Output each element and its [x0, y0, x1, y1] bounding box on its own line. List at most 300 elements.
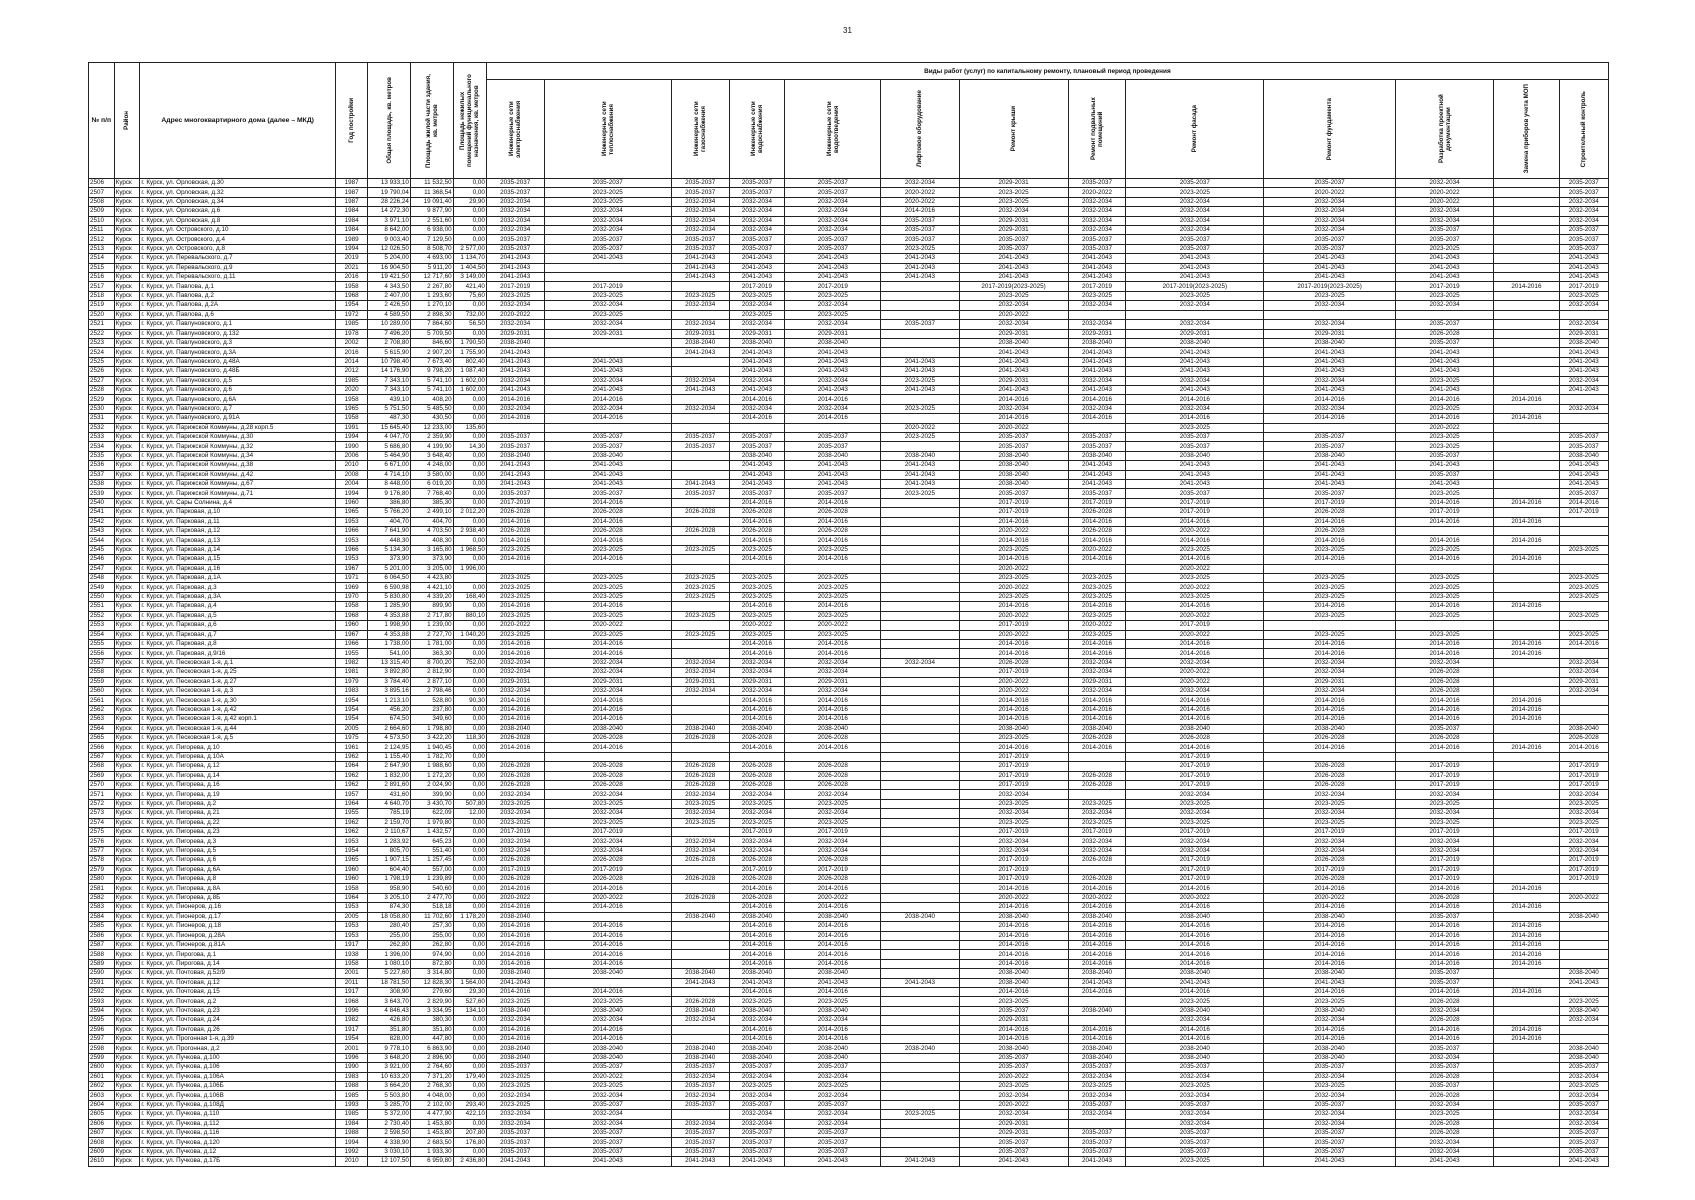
cell-heating-period: 2014-2016 — [544, 940, 671, 949]
cell-design-docs-period: 2023-2025 — [1395, 489, 1493, 498]
table-row — [89, 893, 1609, 902]
cell-facade-period: 2020-2022 — [1126, 564, 1264, 573]
cell-facade-period: 2041-2043 — [1126, 263, 1264, 272]
cell-heating-period: 2023-2025 — [544, 583, 671, 592]
cell-district: Курск — [114, 1091, 140, 1100]
cell-total-area: 5 204,00 — [368, 254, 411, 263]
cell-electric-period: 2041-2043 — [486, 367, 544, 376]
cell-electric-period: 2032-2034 — [486, 790, 544, 799]
header-work-type: Строительный контроль — [1559, 80, 1608, 179]
cell-nonresidential-area: 0,00 — [453, 226, 486, 235]
cell-heating-period: 2014-2016 — [544, 555, 671, 564]
cell-district: Курск — [114, 508, 140, 517]
cell-electric-period: 2032-2034 — [486, 809, 544, 818]
cell-row-number: 2515 — [89, 263, 115, 272]
cell-living-area: 2 102,00 — [410, 1100, 453, 1109]
cell-nonresidential-area: 135,60 — [453, 423, 486, 432]
table-row — [89, 244, 1609, 253]
cell-design-docs-period: 2026-2028 — [1395, 997, 1493, 1006]
cell-design-docs-period: 2035-2037 — [1395, 451, 1493, 460]
cell-address: г. Курск, ул. Орловская, д.6 — [140, 207, 336, 216]
cell-design-docs-period: 2023-2025 — [1395, 611, 1493, 620]
cell-sewerage-period: 2032-2034 — [785, 837, 881, 846]
cell-roof-period: 2038-2040 — [959, 338, 1068, 347]
cell-district: Курск — [114, 489, 140, 498]
cell-electric-period: 2014-2016 — [486, 950, 544, 959]
cell-row-number: 2538 — [89, 480, 115, 489]
cell-sewerage-period: 2041-2043 — [785, 480, 881, 489]
cell-district: Курск — [114, 1063, 140, 1072]
cell-foundation-period — [1264, 310, 1396, 319]
cell-water-supply-period: 2041-2043 — [729, 367, 785, 376]
cell-design-docs-period: 2026-2028 — [1395, 733, 1493, 742]
cell-district: Курск — [114, 630, 140, 639]
cell-sewerage-period: 2029-2031 — [785, 677, 881, 686]
cell-construction-control-period: 2032-2034 — [1559, 197, 1608, 206]
table-row — [89, 818, 1609, 827]
cell-elevator-period — [881, 846, 959, 855]
cell-total-area: 7 641,90 — [368, 527, 411, 536]
cell-address: г. Курск, ул. Орловская, д.34 — [140, 197, 336, 206]
cell-foundation-period: 2023-2025 — [1264, 545, 1396, 554]
cell-living-area: 4 248,00 — [410, 461, 453, 470]
cell-sewerage-period: 2014-2016 — [785, 498, 881, 507]
cell-heating-period: 2032-2034 — [544, 668, 671, 677]
cell-electric-period: 2032-2034 — [486, 1016, 544, 1025]
cell-heating-period: 2032-2034 — [544, 790, 671, 799]
table-row — [89, 263, 1609, 272]
cell-basement-period: 2032-2034 — [1068, 686, 1126, 695]
cell-construction-control-period: 2035-2037 — [1559, 442, 1608, 451]
cell-foundation-period: 2038-2040 — [1264, 338, 1396, 347]
cell-nonresidential-area: 0,00 — [453, 1082, 486, 1091]
cell-district: Курск — [114, 978, 140, 987]
cell-foundation-period: 2023-2025 — [1264, 291, 1396, 300]
cell-row-number: 2567 — [89, 752, 115, 761]
cell-construction-control-period: 2041-2043 — [1559, 367, 1608, 376]
cell-water-supply-period: 2014-2016 — [729, 639, 785, 648]
table-row — [89, 226, 1609, 235]
cell-district: Курск — [114, 903, 140, 912]
cell-design-docs-period: 2026-2028 — [1395, 668, 1493, 677]
cell-design-docs-period: 2023-2025 — [1395, 1110, 1493, 1119]
cell-gas-period: 2026-2028 — [671, 997, 729, 1006]
cell-construction-control-period: 2041-2043 — [1559, 357, 1608, 366]
cell-total-area: 541,00 — [368, 649, 411, 658]
cell-row-number: 2541 — [89, 508, 115, 517]
cell-address: г. Курск, ул. Парковая, д.10 — [140, 508, 336, 517]
cell-build-year: 1965 — [336, 508, 368, 517]
cell-roof-period: 2014-2016 — [959, 903, 1068, 912]
cell-gas-period: 2026-2028 — [671, 762, 729, 771]
cell-build-year: 2012 — [336, 367, 368, 376]
cell-gas-period — [671, 639, 729, 648]
cell-design-docs-period: 2020-2022 — [1395, 188, 1493, 197]
cell-nonresidential-area: 0,00 — [453, 188, 486, 197]
cell-district: Курск — [114, 743, 140, 752]
cell-elevator-period: 2038-2040 — [881, 1044, 959, 1053]
cell-total-area: 2 159,70 — [368, 818, 411, 827]
cell-construction-control-period — [1559, 987, 1608, 996]
cell-heating-period: 2032-2034 — [544, 226, 671, 235]
cell-design-docs-period: 2032-2034 — [1395, 658, 1493, 667]
cell-total-area: 5 227,60 — [368, 969, 411, 978]
cell-build-year: 1958 — [336, 602, 368, 611]
cell-meters-period — [1494, 1119, 1559, 1128]
table-row — [89, 1082, 1609, 1091]
cell-basement-period: 2032-2034 — [1068, 320, 1126, 329]
cell-heating-period: 2032-2034 — [544, 837, 671, 846]
cell-build-year: 1984 — [336, 226, 368, 235]
cell-basement-period: 2014-2016 — [1068, 1034, 1126, 1043]
cell-design-docs-period: 2032-2034 — [1395, 179, 1493, 188]
cell-meters-period — [1494, 1100, 1559, 1109]
cell-meters-period — [1494, 668, 1559, 677]
cell-heating-period: 2017-2019 — [544, 282, 671, 291]
cell-nonresidential-area: 0,00 — [453, 1034, 486, 1043]
cell-build-year: 1964 — [336, 762, 368, 771]
cell-district: Курск — [114, 179, 140, 188]
cell-facade-period: 2014-2016 — [1126, 414, 1264, 423]
cell-design-docs-period: 2026-2028 — [1395, 1119, 1493, 1128]
table-row — [89, 357, 1609, 366]
cell-water-supply-period: 2023-2025 — [729, 997, 785, 1006]
cell-total-area: 3 784,40 — [368, 677, 411, 686]
cell-foundation-period: 2035-2037 — [1264, 1147, 1396, 1156]
header-work-type: Ремонт фундамента — [1264, 80, 1396, 179]
cell-roof-period: 2032-2034 — [959, 301, 1068, 310]
cell-heating-period: 2023-2025 — [544, 1082, 671, 1091]
cell-build-year: 1985 — [336, 1091, 368, 1100]
cell-facade-period: 2032-2034 — [1126, 658, 1264, 667]
cell-foundation-period: 2035-2037 — [1264, 179, 1396, 188]
cell-roof-period: 2023-2025 — [959, 592, 1068, 601]
cell-living-area: 2 359,90 — [410, 432, 453, 441]
cell-district: Курск — [114, 1025, 140, 1034]
cell-living-area: 7 673,40 — [410, 357, 453, 366]
cell-construction-control-period: 2035-2037 — [1559, 1147, 1608, 1156]
cell-roof-period: 2023-2025 — [959, 545, 1068, 554]
cell-heating-period: 2020-2022 — [544, 621, 671, 630]
cell-elevator-period — [881, 414, 959, 423]
cell-heating-period: 2035-2037 — [544, 179, 671, 188]
cell-build-year: 1975 — [336, 733, 368, 742]
cell-total-area: 1 907,15 — [368, 856, 411, 865]
cell-basement-period: 2029-2031 — [1068, 677, 1126, 686]
table-row — [89, 1044, 1609, 1053]
cell-sewerage-period: 2035-2037 — [785, 1063, 881, 1072]
cell-construction-control-period: 2023-2025 — [1559, 630, 1608, 639]
table-row — [89, 574, 1609, 583]
cell-address: г. Курск, ул. Песковская 1-я, д.42 — [140, 705, 336, 714]
cell-gas-period — [671, 705, 729, 714]
cell-total-area: 4 640,70 — [368, 799, 411, 808]
cell-design-docs-period: 2017-2019 — [1395, 875, 1493, 884]
cell-heating-period — [544, 752, 671, 761]
cell-heating-period: 2014-2016 — [544, 649, 671, 658]
cell-nonresidential-area: 421,40 — [453, 282, 486, 291]
table-row — [89, 630, 1609, 639]
table-row — [89, 903, 1609, 912]
cell-foundation-period: 2035-2037 — [1264, 1138, 1396, 1147]
cell-nonresidential-area: 0,00 — [453, 762, 486, 771]
cell-nonresidential-area: 0,00 — [453, 856, 486, 865]
cell-heating-period: 2014-2016 — [544, 715, 671, 724]
cell-total-area: 4 714,10 — [368, 470, 411, 479]
cell-gas-period — [671, 959, 729, 968]
cell-roof-period: 2023-2025 — [959, 818, 1068, 827]
cell-total-area: 8 448,00 — [368, 480, 411, 489]
cell-total-area: 2 124,95 — [368, 743, 411, 752]
cell-construction-control-period: 2017-2019 — [1559, 762, 1608, 771]
cell-district: Курск — [114, 875, 140, 884]
cell-gas-period: 2023-2025 — [671, 574, 729, 583]
cell-heating-period: 2026-2028 — [544, 527, 671, 536]
cell-heating-period: 2032-2034 — [544, 846, 671, 855]
cell-meters-period — [1494, 1110, 1559, 1119]
cell-nonresidential-area: 0,00 — [453, 1091, 486, 1100]
table-row — [89, 583, 1609, 592]
cell-nonresidential-area: 0,00 — [453, 865, 486, 874]
cell-meters-period — [1494, 865, 1559, 874]
cell-gas-period: 2035-2037 — [671, 1082, 729, 1091]
header-work-type: Инженерные сети теплоснабжения — [544, 80, 671, 179]
cell-construction-control-period — [1559, 752, 1608, 761]
cell-construction-control-period: 2017-2019 — [1559, 828, 1608, 837]
cell-electric-period: 2032-2034 — [486, 1119, 544, 1128]
cell-row-number: 2528 — [89, 385, 115, 394]
cell-elevator-period: 2035-2037 — [881, 226, 959, 235]
cell-address: г. Курск, ул. Островского, д.10 — [140, 226, 336, 235]
cell-meters-period — [1494, 724, 1559, 733]
cell-total-area: 2 891,60 — [368, 781, 411, 790]
cell-nonresidential-area: 207,80 — [453, 1129, 486, 1138]
cell-district: Курск — [114, 959, 140, 968]
cell-foundation-period: 2014-2016 — [1264, 517, 1396, 526]
table-row — [89, 508, 1609, 517]
cell-address: г. Курск, ул. Парковая, д.9/16 — [140, 649, 336, 658]
cell-foundation-period: 2032-2034 — [1264, 790, 1396, 799]
cell-design-docs-period: 2020-2022 — [1395, 197, 1493, 206]
cell-nonresidential-area: 293,40 — [453, 1100, 486, 1109]
cell-foundation-period: 2035-2037 — [1264, 235, 1396, 244]
cell-meters-period — [1494, 480, 1559, 489]
cell-construction-control-period — [1559, 564, 1608, 573]
cell-facade-period: 2038-2040 — [1126, 912, 1264, 921]
cell-electric-period: 2041-2043 — [486, 273, 544, 282]
cell-basement-period: 2023-2025 — [1068, 799, 1126, 808]
cell-nonresidential-area: 1 602,00 — [453, 376, 486, 385]
table-row — [89, 922, 1609, 931]
cell-electric-period: 2038-2040 — [486, 451, 544, 460]
cell-foundation-period: 2032-2034 — [1264, 658, 1396, 667]
cell-living-area: 1 988,60 — [410, 762, 453, 771]
cell-nonresidential-area — [453, 574, 486, 583]
cell-elevator-period: 2038-2040 — [881, 451, 959, 460]
cell-meters-period — [1494, 893, 1559, 902]
cell-nonresidential-area: 0,00 — [453, 724, 486, 733]
cell-gas-period: 2041-2043 — [671, 1157, 729, 1166]
cell-foundation-period: 2038-2040 — [1264, 724, 1396, 733]
cell-address: г. Курск, ул. Парковая, д.3 — [140, 583, 336, 592]
cell-gas-period — [671, 922, 729, 931]
cell-heating-period: 2014-2016 — [544, 987, 671, 996]
cell-sewerage-period: 2014-2016 — [785, 649, 881, 658]
cell-district: Курск — [114, 799, 140, 808]
cell-elevator-period: 2041-2043 — [881, 273, 959, 282]
cell-build-year: 1955 — [336, 649, 368, 658]
cell-row-number: 2572 — [89, 799, 115, 808]
cell-heating-period: 2026-2028 — [544, 856, 671, 865]
cell-district: Курск — [114, 1072, 140, 1081]
cell-construction-control-period — [1559, 621, 1608, 630]
cell-foundation-period: 2032-2034 — [1264, 216, 1396, 225]
cell-district: Курск — [114, 517, 140, 526]
cell-sewerage-period: 2032-2034 — [785, 809, 881, 818]
cell-sewerage-period: 2014-2016 — [785, 950, 881, 959]
cell-foundation-period: 2035-2037 — [1264, 1100, 1396, 1109]
cell-meters-period — [1494, 574, 1559, 583]
cell-district: Курск — [114, 1034, 140, 1043]
cell-nonresidential-area: 0,00 — [453, 395, 486, 404]
cell-elevator-period — [881, 818, 959, 827]
cell-build-year: 2014 — [336, 357, 368, 366]
cell-sewerage-period: 2035-2037 — [785, 188, 881, 197]
cell-elevator-period — [881, 574, 959, 583]
table-row — [89, 724, 1609, 733]
table-row — [89, 846, 1609, 855]
cell-elevator-period — [881, 733, 959, 742]
cell-electric-period: 2035-2037 — [486, 1063, 544, 1072]
table-row — [89, 1110, 1609, 1119]
cell-facade-period: 2038-2040 — [1126, 451, 1264, 460]
cell-facade-period: 2014-2016 — [1126, 950, 1264, 959]
cell-construction-control-period: 2017-2019 — [1559, 865, 1608, 874]
cell-elevator-period — [881, 1016, 959, 1025]
cell-row-number: 2510 — [89, 216, 115, 225]
cell-electric-period: 2023-2025 — [486, 997, 544, 1006]
cell-gas-period — [671, 461, 729, 470]
cell-meters-period — [1494, 329, 1559, 338]
cell-foundation-period: 2014-2016 — [1264, 395, 1396, 404]
cell-living-area: 2 499,10 — [410, 508, 453, 517]
cell-roof-period: 2017-2019 — [959, 865, 1068, 874]
cell-heating-period: 2023-2025 — [544, 291, 671, 300]
cell-facade-period: 2041-2043 — [1126, 480, 1264, 489]
table-row — [89, 376, 1609, 385]
cell-gas-period — [671, 423, 729, 432]
cell-gas-period: 2026-2028 — [671, 781, 729, 790]
cell-design-docs-period: 2014-2016 — [1395, 950, 1493, 959]
cell-row-number: 2594 — [89, 1006, 115, 1015]
cell-district: Курск — [114, 451, 140, 460]
cell-electric-period: 2014-2016 — [486, 922, 544, 931]
cell-living-area: 4 423,80 — [410, 574, 453, 583]
cell-build-year: 1953 — [336, 903, 368, 912]
cell-design-docs-period: 2014-2016 — [1395, 940, 1493, 949]
cell-gas-period: 2032-2034 — [671, 668, 729, 677]
cell-elevator-period — [881, 997, 959, 1006]
cell-facade-period: 2014-2016 — [1126, 931, 1264, 940]
cell-heating-period: 2014-2016 — [544, 743, 671, 752]
header-work-type: Ремонт подвальных помещений — [1068, 80, 1126, 179]
cell-nonresidential-area: 527,60 — [453, 997, 486, 1006]
cell-row-number: 2512 — [89, 235, 115, 244]
cell-living-area: 9 877,90 — [410, 207, 453, 216]
cell-electric-period: 2029-2031 — [486, 329, 544, 338]
cell-heating-period: 2026-2028 — [544, 733, 671, 742]
cell-build-year: 1971 — [336, 574, 368, 583]
cell-meters-period — [1494, 752, 1559, 761]
cell-meters-period — [1494, 1053, 1559, 1062]
cell-gas-period: 2032-2034 — [671, 1016, 729, 1025]
cell-elevator-period — [881, 781, 959, 790]
cell-living-area: 4 048,00 — [410, 1091, 453, 1100]
cell-row-number: 2557 — [89, 658, 115, 667]
cell-row-number: 2551 — [89, 602, 115, 611]
table-row — [89, 555, 1609, 564]
cell-total-area: 5 615,90 — [368, 348, 411, 357]
cell-design-docs-period: 2035-2037 — [1395, 912, 1493, 921]
cell-electric-period: 2038-2040 — [486, 1006, 544, 1015]
cell-build-year: 2010 — [336, 461, 368, 470]
cell-build-year: 1968 — [336, 291, 368, 300]
cell-design-docs-period: 2014-2016 — [1395, 705, 1493, 714]
cell-heating-period: 2035-2037 — [544, 432, 671, 441]
cell-design-docs-period: 2017-2019 — [1395, 781, 1493, 790]
cell-address: г. Курск, ул. Парижской Коммуны, д.38 — [140, 461, 336, 470]
cell-design-docs-period: 2014-2016 — [1395, 715, 1493, 724]
cell-construction-control-period: 2032-2034 — [1559, 658, 1608, 667]
cell-meters-period: 2014-2016 — [1494, 743, 1559, 752]
cell-foundation-period: 2035-2037 — [1264, 1063, 1396, 1072]
cell-nonresidential-area: 0,00 — [453, 1044, 486, 1053]
cell-district: Курск — [114, 329, 140, 338]
cell-elevator-period — [881, 536, 959, 545]
cell-row-number: 2534 — [89, 442, 115, 451]
cell-row-number: 2540 — [89, 498, 115, 507]
cell-meters-period — [1494, 1138, 1559, 1147]
cell-address: г. Курск, ул. Песковская 1-я, д.5 — [140, 733, 336, 742]
cell-elevator-period — [881, 301, 959, 310]
cell-living-area: 19 091,40 — [410, 197, 453, 206]
cell-nonresidential-area: 0,00 — [453, 846, 486, 855]
cell-meters-period — [1494, 291, 1559, 300]
cell-district: Курск — [114, 865, 140, 874]
cell-basement-period — [1068, 564, 1126, 573]
cell-roof-period: 2029-2031 — [959, 179, 1068, 188]
cell-roof-period: 2020-2022 — [959, 527, 1068, 536]
cell-living-area: 430,50 — [410, 414, 453, 423]
cell-gas-period — [671, 649, 729, 658]
cell-elevator-period: 2041-2043 — [881, 263, 959, 272]
cell-meters-period: 2014-2016 — [1494, 715, 1559, 724]
table-row — [89, 668, 1609, 677]
cell-meters-period — [1494, 442, 1559, 451]
cell-construction-control-period — [1559, 1025, 1608, 1034]
cell-build-year: 1960 — [336, 865, 368, 874]
cell-facade-period: 2017-2019 — [1126, 875, 1264, 884]
cell-total-area: 3 643,70 — [368, 997, 411, 1006]
cell-row-number: 2583 — [89, 903, 115, 912]
cell-meters-period — [1494, 367, 1559, 376]
cell-construction-control-period: 2035-2037 — [1559, 244, 1608, 253]
cell-meters-period — [1494, 301, 1559, 310]
cell-row-number: 2524 — [89, 348, 115, 357]
cell-district: Курск — [114, 912, 140, 921]
cell-total-area: 4 353,88 — [368, 630, 411, 639]
cell-facade-period: 2032-2034 — [1126, 790, 1264, 799]
